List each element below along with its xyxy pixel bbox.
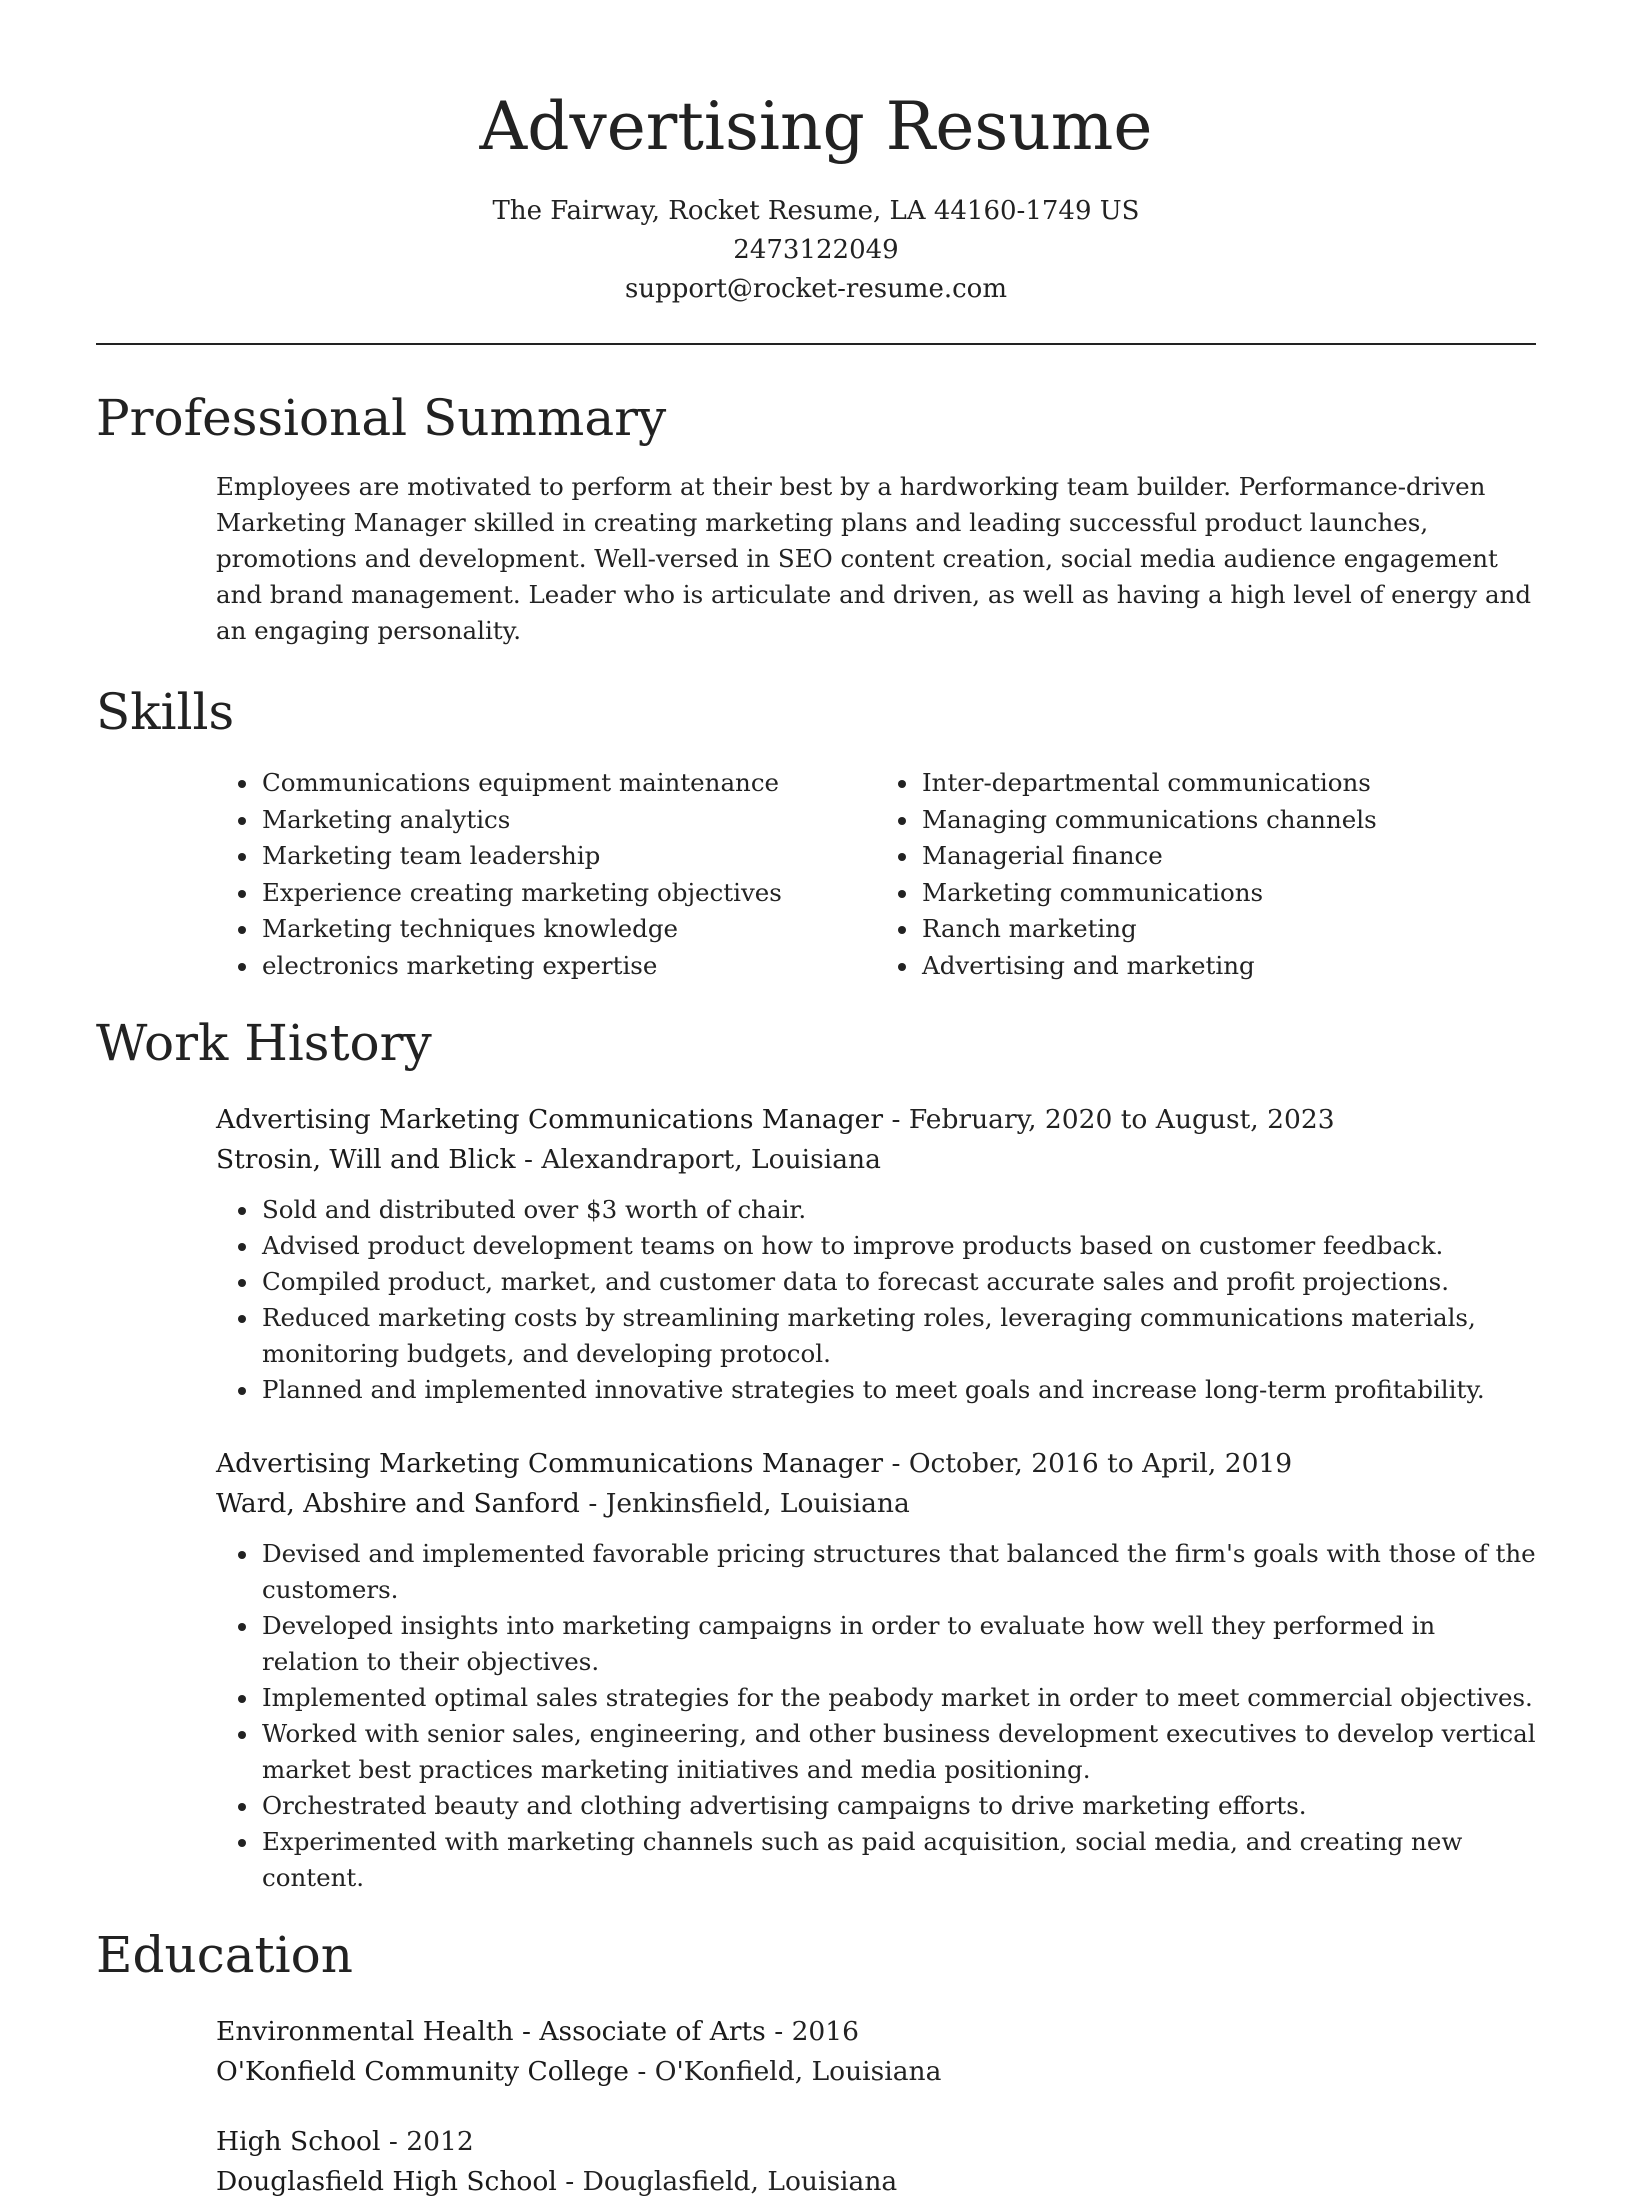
summary-text: Employees are motivated to perform at their best by a hardworking team builder. Performance-driven Marketing Manager skilled in creating marketing plans and leading successful product launches, promotions and development. Well-versed in SEO content creation, social media audience engagement and brand management. Leader who is articulate and driven, as well as having a high level of energy and an engaging personality. (216, 472, 1532, 645)
job-location: - Alexandraport, Louisiana (515, 1144, 881, 1175)
education-degree: Environmental Health - Associate of Arts (216, 2016, 766, 2047)
education-year: - 2012 (380, 2126, 474, 2157)
job-bullet: • Advised product development teams on how to improve products based on customer feedback. (260, 1228, 1536, 1264)
resume-header (96, 0, 1536, 309)
skill-item: • Managing communications channels (920, 802, 1536, 839)
job-bullet: • Reduced marketing costs by streamlining marketing roles, leveraging communications materials, monitoring budgets, and developing protocol. (260, 1300, 1536, 1372)
skill-item: • Experience creating marketing objectives (260, 875, 876, 912)
job-bullet: • Planned and implemented innovative strategies to meet goals and increase long-term profitability. (260, 1372, 1536, 1408)
job-entry (216, 1444, 1536, 1896)
skills-column-left (216, 765, 876, 984)
skill-item: • Managerial finance (920, 838, 1536, 875)
contact-phone: 2473122049 (733, 235, 899, 265)
job-bullet: • Implemented optimal sales strategies for the peabody market in order to meet commercial objectives. (260, 1680, 1536, 1716)
education-location: - O'Konfield, Louisiana (629, 2056, 942, 2087)
education-title: Education (96, 1926, 353, 1984)
job-dates: - February, 2020 to August, 2023 (883, 1104, 1335, 1135)
contact-block (96, 192, 1536, 309)
education-year: - 2016 (765, 2016, 860, 2047)
job-bullet: • Worked with senior sales, engineering, and other business development executives to develop vertical market best practices marketing initiatives and media positioning. (260, 1716, 1536, 1788)
work-history-title: Work History (96, 1014, 432, 1072)
job-bullet: • Compiled product, market, and customer data to forecast accurate sales and profit projections. (260, 1264, 1536, 1300)
job-bullet: • Orchestrated beauty and clothing advertising campaigns to drive marketing efforts. (260, 1788, 1536, 1824)
job-role-line (216, 1444, 1536, 1484)
education-degree: High School (216, 2126, 381, 2157)
job-bullet: • Sold and distributed over $3 worth of chair. (260, 1192, 1536, 1228)
education-degree-line (216, 2012, 1536, 2052)
skills-title: Skills (96, 683, 235, 741)
skill-item: • Ranch marketing (920, 911, 1536, 948)
skill-item: • Marketing communications (920, 875, 1536, 912)
job-bullet: • Experimented with marketing channels such as paid acquisition, social media, and creating new content. (260, 1824, 1536, 1896)
job-role: Advertising Marketing Communications Manager (216, 1448, 884, 1479)
skill-item: • Marketing analytics (260, 802, 876, 839)
skill-item: • Marketing team leadership (260, 838, 876, 875)
job-role-line (216, 1100, 1536, 1140)
education-school-line (216, 2052, 1536, 2092)
summary-title: Professional Summary (96, 389, 667, 447)
skill-item: • Communications equipment maintenance (260, 765, 876, 802)
job-entry (216, 1100, 1536, 1408)
education-school: Douglasfield High School (216, 2166, 557, 2197)
education-degree-line (216, 2122, 1536, 2162)
job-company: Ward, Abshire and Sanford (216, 1488, 580, 1519)
skill-item: • Advertising and marketing (920, 948, 1536, 985)
job-bullet: • Devised and implemented favorable pricing structures that balanced the firm's goals with those of the customers. (260, 1536, 1536, 1608)
education-school-line (216, 2162, 1536, 2202)
job-company-line (216, 1140, 1536, 1180)
skills-column-right (876, 765, 1536, 984)
header-divider (96, 343, 1536, 345)
contact-address: The Fairway, Rocket Resume, LA 44160-1749 US (492, 196, 1140, 226)
job-company-line (216, 1484, 1536, 1524)
education-entry (216, 2012, 1536, 2092)
skill-item: • Marketing techniques knowledge (260, 911, 876, 948)
job-company: Strosin, Will and Blick (216, 1144, 516, 1175)
job-dates: - October, 2016 to April, 2019 (883, 1448, 1293, 1479)
skill-item: • Inter-departmental communications (920, 765, 1536, 802)
job-bullets (216, 1536, 1536, 1896)
skill-item: • electronics marketing expertise (260, 948, 876, 985)
education-school: O'Konfield Community College (216, 2056, 629, 2087)
education-entry (216, 2122, 1536, 2202)
contact-email: support@rocket-resume.com (624, 274, 1007, 304)
job-location: - Jenkinsfield, Louisiana (579, 1488, 910, 1519)
job-bullet: • Developed insights into marketing campaigns in order to evaluate how well they performed in relation to their objectives. (260, 1608, 1536, 1680)
skills-grid (216, 765, 1536, 984)
resume-name: Advertising Resume (479, 88, 1153, 165)
education-location: - Douglasfield, Louisiana (556, 2166, 898, 2197)
job-role: Advertising Marketing Communications Manager (216, 1104, 884, 1135)
job-bullets (216, 1192, 1536, 1408)
